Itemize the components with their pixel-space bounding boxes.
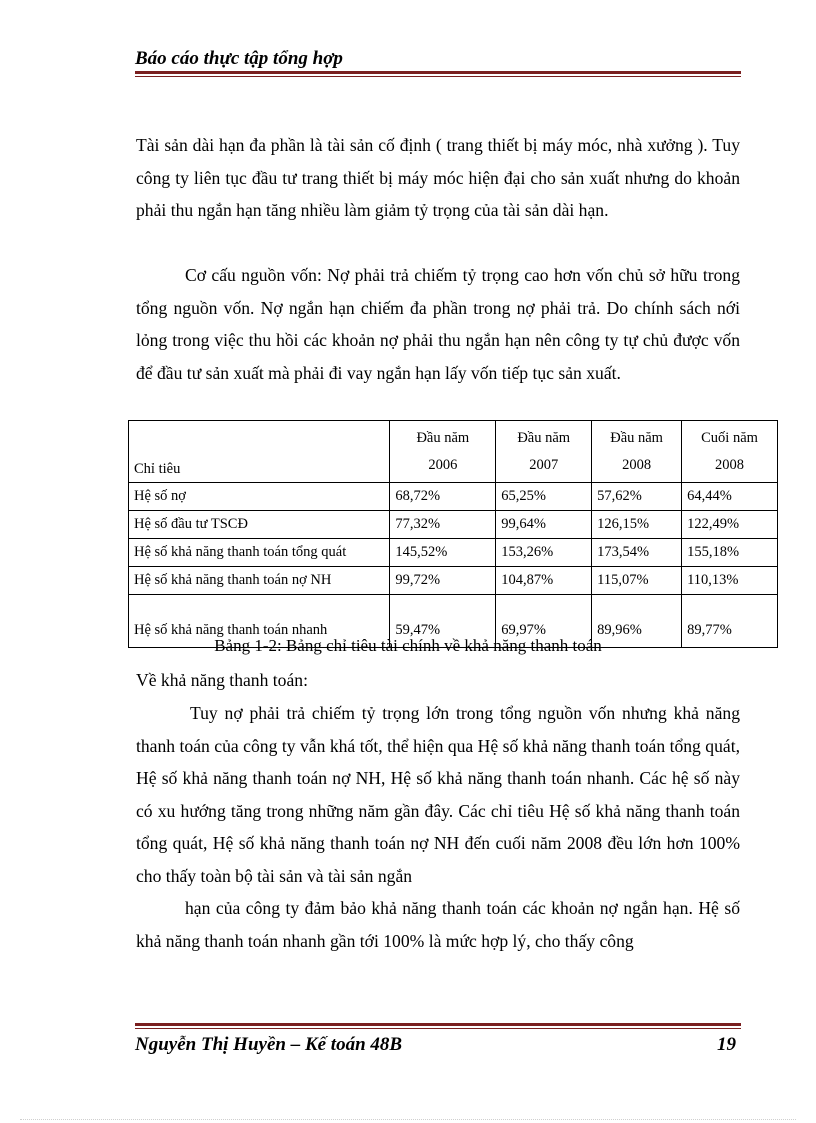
header-col-2-line2: 2007 — [529, 456, 559, 473]
table-row — [129, 539, 778, 567]
header-col-1-line1: Đầu năm — [416, 429, 470, 446]
table-cell: 57,62% — [592, 483, 682, 511]
paragraph-capital-structure: Cơ cấu nguồn vốn: Nợ phải trả chiếm tỷ trọng cao hơn vốn chủ sở hữu trong tổng nguồn vốn. Nợ ngắn hạn chiếm đa phần trong nợ phải trả. Do chính sách nới lỏng trong việc thu hồi các khoản nợ phải thu ngắn hạn nên công ty tự chủ được vốn để đầu tư sản xuất mà phải đi vay ngắn hạn lấy vốn tiếp tục sản xuất. — [136, 265, 740, 383]
header-indicator: Chỉ tiêu — [129, 421, 390, 483]
table-cell: 89,96% — [592, 595, 682, 648]
table-cell: 153,26% — [496, 539, 592, 567]
table-cell: 99,64% — [496, 511, 592, 539]
table-cell: 77,32% — [390, 511, 496, 539]
header-col-2-line1: Đầu năm — [517, 429, 571, 446]
header-col-3 — [592, 421, 682, 483]
table-cell: 145,52% — [390, 539, 496, 567]
table-row — [129, 511, 778, 539]
table-cell: 64,44% — [682, 483, 778, 511]
section-heading: Về khả năng thanh toán: — [136, 670, 308, 690]
paragraph-liquidity-continued: hạn của công ty đảm bảo khả năng thanh toán các khoản nợ ngắn hạn. Hệ số khả năng thanh toán nhanh gần tới 100% là mức hợp lý, cho thấy công — [136, 898, 740, 951]
table-cell: 104,87% — [496, 567, 592, 595]
financial-ratio-table — [128, 420, 778, 648]
paragraph-long-term-assets: Tài sản dài hạn đa phần là tài sản cố định ( trang thiết bị máy móc, nhà xưởng ). Tuy công ty liên tục đầu tư trang thiết bị máy móc hiện đại cho sản xuất nhưng do khoản phải thu ngắn hạn tăng nhiều làm giảm tỷ trọng của tài sản dài hạn. — [136, 135, 740, 221]
header-col-1 — [390, 421, 496, 483]
table-row — [129, 483, 778, 511]
row-label: Hệ số khả năng thanh toán nợ NH — [129, 567, 390, 595]
row-label: Hệ số khả năng thanh toán nhanh — [129, 595, 390, 648]
table-cell: 69,97% — [496, 595, 592, 648]
header-col-3-line1: Đầu năm — [610, 429, 663, 446]
header-col-4-line1: Cuối năm — [701, 429, 758, 446]
table-cell: 126,15% — [592, 511, 682, 539]
table-cell: 65,25% — [496, 483, 592, 511]
table-caption: Bảng 1-2: Bảng chỉ tiêu tài chính về khả năng thanh toán — [214, 636, 602, 655]
page-edge-divider — [20, 1119, 796, 1120]
table-cell: 122,49% — [682, 511, 778, 539]
header-col-1-line2: 2006 — [428, 456, 458, 473]
header-col-3-line2: 2008 — [622, 456, 652, 473]
table-cell: 59,47% — [390, 595, 496, 648]
footer-rule-thin — [135, 1028, 741, 1029]
header-rule-thin — [135, 76, 741, 77]
footer-rule-thick — [135, 1023, 741, 1026]
header-col-2 — [496, 421, 592, 483]
table-cell: 68,72% — [390, 483, 496, 511]
table-row — [129, 567, 778, 595]
table-cell: 155,18% — [682, 539, 778, 567]
table-cell: 89,77% — [682, 595, 778, 648]
row-label: Hệ số đầu tư TSCĐ — [129, 511, 390, 539]
table-header-row — [129, 421, 778, 483]
row-label: Hệ số nợ — [129, 483, 390, 511]
header-col-4-line2: 2008 — [715, 456, 745, 473]
header-rule-thick — [135, 71, 741, 74]
table-cell: 115,07% — [592, 567, 682, 595]
header-col-4 — [682, 421, 778, 483]
footer-author: Nguyễn Thị Huyền – Kế toán 48B — [135, 1034, 403, 1055]
table-cell: 110,13% — [682, 567, 778, 595]
table-cell: 173,54% — [592, 539, 682, 567]
row-label: Hệ số khả năng thanh toán tổng quát — [129, 539, 390, 567]
paragraph-liquidity: Tuy nợ phải trả chiếm tỷ trọng lớn trong tổng nguồn vốn nhưng khả năng thanh toán của công ty vẫn khá tốt, thể hiện qua Hệ số khả năng thanh toán tổng quát, Hệ số khả năng thanh toán nợ NH, Hệ số khả năng thanh toán nhanh. Các hệ số này có xu hướng tăng trong những năm gần đây. Các chỉ tiêu Hệ số khả năng thanh toán tổng quát, Hệ số khả năng thanh toán nợ NH đến cuối năm 2008 đều lớn hơn 100% cho thấy toàn bộ tài sản và tài sản ngắn — [136, 703, 740, 886]
table-cell: 99,72% — [390, 567, 496, 595]
page-number: 19 — [717, 1034, 736, 1055]
running-header: Báo cáo thực tập tổng hợp — [135, 48, 343, 69]
